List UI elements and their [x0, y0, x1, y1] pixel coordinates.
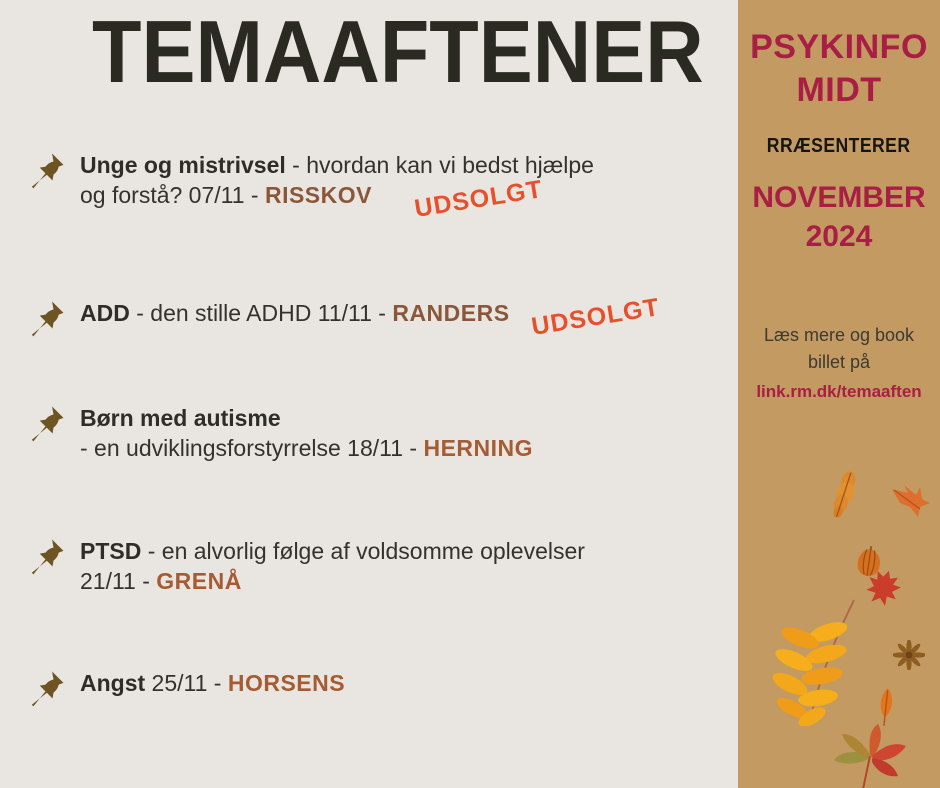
event-line: [80, 536, 585, 566]
edge-leaf-illustration: [890, 483, 932, 519]
pushpin-icon: [28, 298, 66, 338]
event-text: 25/11 -: [145, 670, 228, 696]
booking-info: [738, 322, 940, 405]
event-line: [80, 668, 345, 698]
pushpin-icon: [28, 536, 66, 576]
sold-out-badge: UDSOLGT: [529, 293, 662, 341]
sold-out-badge: UDSOLGT: [412, 175, 545, 223]
event-title: ADD: [80, 300, 130, 326]
rowan-leaf-illustration: [770, 598, 862, 726]
event-item: [28, 150, 594, 223]
event-text: - en alvorlig følge af voldsomme oplevelser: [141, 538, 585, 564]
star-anise-illustration: [893, 640, 925, 670]
sidebar: [738, 0, 940, 788]
pushpin-icon: [28, 150, 66, 190]
pushpin-icon: [28, 668, 66, 708]
event-location: HORSENS: [227, 670, 346, 696]
page-title: TEMAAFTENER: [92, 2, 704, 101]
booking-text: billet på: [807, 352, 871, 372]
brand-title: [738, 26, 940, 112]
event-item: [28, 536, 585, 596]
event-line: [80, 298, 510, 328]
event-title: Unge og mistrivsel: [80, 152, 286, 178]
event-item: [28, 668, 345, 708]
small-leaf-illustration: [872, 685, 900, 727]
event-location: RANDERS: [392, 300, 510, 326]
event-item: [28, 293, 662, 341]
oak-leaf-illustration: [815, 467, 873, 522]
event-location: HERNING: [423, 435, 534, 461]
month-line: NOVEMBER: [752, 181, 926, 214]
event-line: [80, 150, 594, 180]
event-location: GRENÅ: [156, 568, 242, 594]
pushpin-icon: [28, 403, 66, 443]
event-text: - den stille ADHD 11/11 -: [129, 300, 393, 326]
booking-text: Læs mere og book: [763, 325, 915, 345]
brand-line: PSYKINFO: [750, 28, 928, 66]
booking-link[interactable]: link.rm.dk/temaaften: [756, 382, 922, 401]
event-location: RISSKOV: [264, 182, 372, 208]
event-line: [80, 566, 585, 596]
event-title: PTSD: [80, 538, 142, 564]
month-line: 2024: [805, 220, 873, 253]
palmate-leaf-illustration: [832, 724, 908, 788]
event-title: Børn med autisme: [80, 405, 281, 431]
event-line: [80, 433, 533, 463]
event-text: 21/11 -: [80, 568, 157, 594]
event-item: [28, 403, 533, 463]
event-line: [80, 403, 533, 433]
event-title: Angst: [80, 670, 146, 696]
brand-line: MIDT: [796, 71, 882, 109]
event-text: - en udviklingsforstyrrelse 18/11 -: [80, 435, 424, 461]
presents-label: RRÆSENTERER: [767, 135, 911, 157]
event-text: - hvordan kan vi bedst hjælpe: [285, 152, 594, 178]
event-text: og forstå? 07/11 -: [80, 182, 265, 208]
month-label: [738, 178, 940, 256]
